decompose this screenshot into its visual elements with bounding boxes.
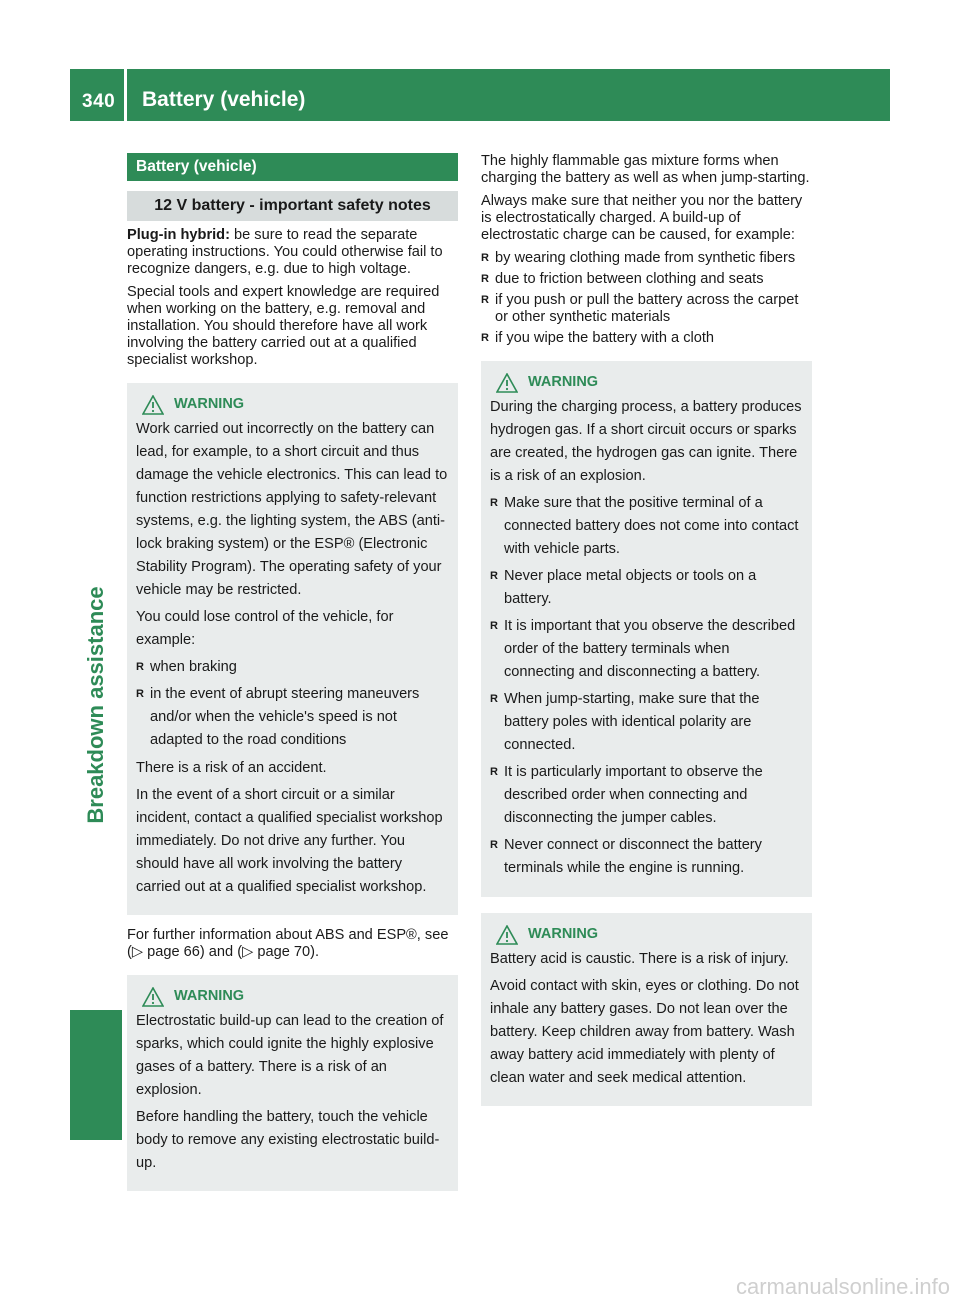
list-item: R when braking: [136, 656, 449, 679]
page-header: [70, 69, 890, 121]
paragraph-further-info: For further information about ABS and ESP®, see (▷ page 66) and (▷ page 70).: [127, 927, 449, 960]
warning-title: WARNING: [528, 926, 599, 942]
right-column: [481, 153, 812, 1118]
warning-triangle-icon: [142, 987, 164, 1007]
warning-text: In the event of a short circuit or a similar incident, contact a qualified specialist workshop immediately. Do not drive any further. You should have all work involving the battery carried out at a qualified specialist workshop.: [136, 787, 443, 895]
list-item: R Never connect or disconnect the battery terminals while the engine is running.: [490, 834, 803, 880]
warning-header: [490, 923, 803, 946]
side-tab-label: Breakdown assistance: [83, 586, 108, 824]
side-tab: [70, 125, 122, 1005]
side-tab-marker: [70, 1010, 122, 1140]
warning-text: Avoid contact with skin, eyes or clothing. Do not inhale any battery gases. Do not lean over the battery. Keep children away from battery. Wash away battery acid immediately with plenty of clean water and seek medical attention.: [490, 978, 799, 1086]
paragraph-gas-mixture: The highly flammable gas mixture forms when charging the battery as well as when jump-starting.: [481, 153, 810, 186]
paragraph-special-tools: Special tools and expert knowledge are required when working on the battery, e.g. removal and installation. You should therefore have all work involving the battery carried out at a qualified specialist workshop.: [127, 284, 440, 368]
electrostatic-causes-list: [481, 250, 812, 347]
warning-triangle-icon: [496, 373, 518, 393]
warning-triangle-icon: [142, 395, 164, 415]
warning-text: There is a risk of an accident.: [136, 760, 327, 776]
paragraph-electrostatic: Always make sure that neither you nor the battery is electrostatically charged. A build-up of electrostatic charge can be caused, for example:: [481, 193, 803, 243]
warning-title: WARNING: [174, 396, 245, 412]
list-item: R due to friction between clothing and seats: [481, 271, 812, 288]
warning-text: During the charging process, a battery produces hydrogen gas. If a short circuit occurs or sparks are created, the hydrogen gas can ignite. There is a risk of an explosion.: [490, 399, 802, 484]
warning-header: [136, 985, 449, 1008]
left-column: [127, 153, 458, 1203]
list-item: R Make sure that the positive terminal of a connected battery does not come into contact with vehicle parts.: [490, 492, 803, 561]
warning-box-battery-acid: [481, 913, 812, 1106]
header-divider: [124, 69, 127, 121]
warning-box-hydrogen: [481, 361, 812, 897]
warning-header: [136, 393, 449, 416]
subsection-title: 12 V battery - important safety notes: [127, 191, 458, 221]
list-item: R It is particularly important to observe the described order when connecting and disconnecting the jumper cables.: [490, 761, 803, 830]
warning-title: WARNING: [528, 374, 599, 390]
list-item: R It is important that you observe the described order of the battery terminals when connecting and disconnecting a battery.: [490, 615, 803, 684]
warning-box-electrostatic: [127, 975, 458, 1191]
list-item: R in the event of abrupt steering maneuvers and/or when the vehicle's speed is not adapted to the road conditions: [136, 683, 449, 752]
warning-text: Electrostatic build-up can lead to the creation of sparks, which could ignite the highly explosive gases of a battery. There is a risk of an explosion.: [136, 1013, 444, 1098]
list-item: R by wearing clothing made from synthetic fibers: [481, 250, 812, 267]
warning-text: You could lose control of the vehicle, for example:: [136, 609, 394, 648]
warning-header: [490, 371, 803, 394]
warning-box-short-circuit: [127, 383, 458, 915]
list-item: R if you wipe the battery with a cloth: [481, 330, 812, 347]
list-item: R Never place metal objects or tools on a battery.: [490, 565, 803, 611]
warning-triangle-icon: [496, 925, 518, 945]
list-item: R When jump-starting, make sure that the battery poles with identical polarity are connected.: [490, 688, 803, 757]
warning-text: Work carried out incorrectly on the battery can lead, for example, to a short circuit and thus damage the vehicle electronics. This can lead to function restrictions applying to safety-relevant systems, e.g. the lighting system, the ABS (anti-lock braking system) or the ESP® (Electronic Stability Program). The operating safety of your vehicle may be restricted.: [136, 421, 448, 598]
plugin-hybrid-label: Plug-in hybrid:: [127, 227, 230, 243]
page-number: 340: [82, 91, 116, 112]
warning-text: Battery acid is caustic. There is a risk of injury.: [490, 951, 789, 967]
warning-title: WARNING: [174, 988, 245, 1004]
section-title: Battery (vehicle): [127, 153, 458, 181]
warning-bullet-list: [490, 492, 803, 880]
plugin-hybrid-text: be sure to read the separate operating instructions. You could otherwise fail to recognize dangers, e.g. due to high voltage.: [127, 227, 443, 277]
warning-bullet-list: [136, 656, 449, 752]
list-item: R if you push or pull the battery across the carpet or other synthetic materials: [481, 292, 812, 326]
warning-text: Before handling the battery, touch the vehicle body to remove any existing electrostatic build-up.: [136, 1109, 440, 1171]
header-title: Battery (vehicle): [142, 88, 306, 111]
paragraph-plugin-hybrid: [127, 227, 458, 278]
watermark: carmanualsonline.info: [735, 1274, 950, 1299]
